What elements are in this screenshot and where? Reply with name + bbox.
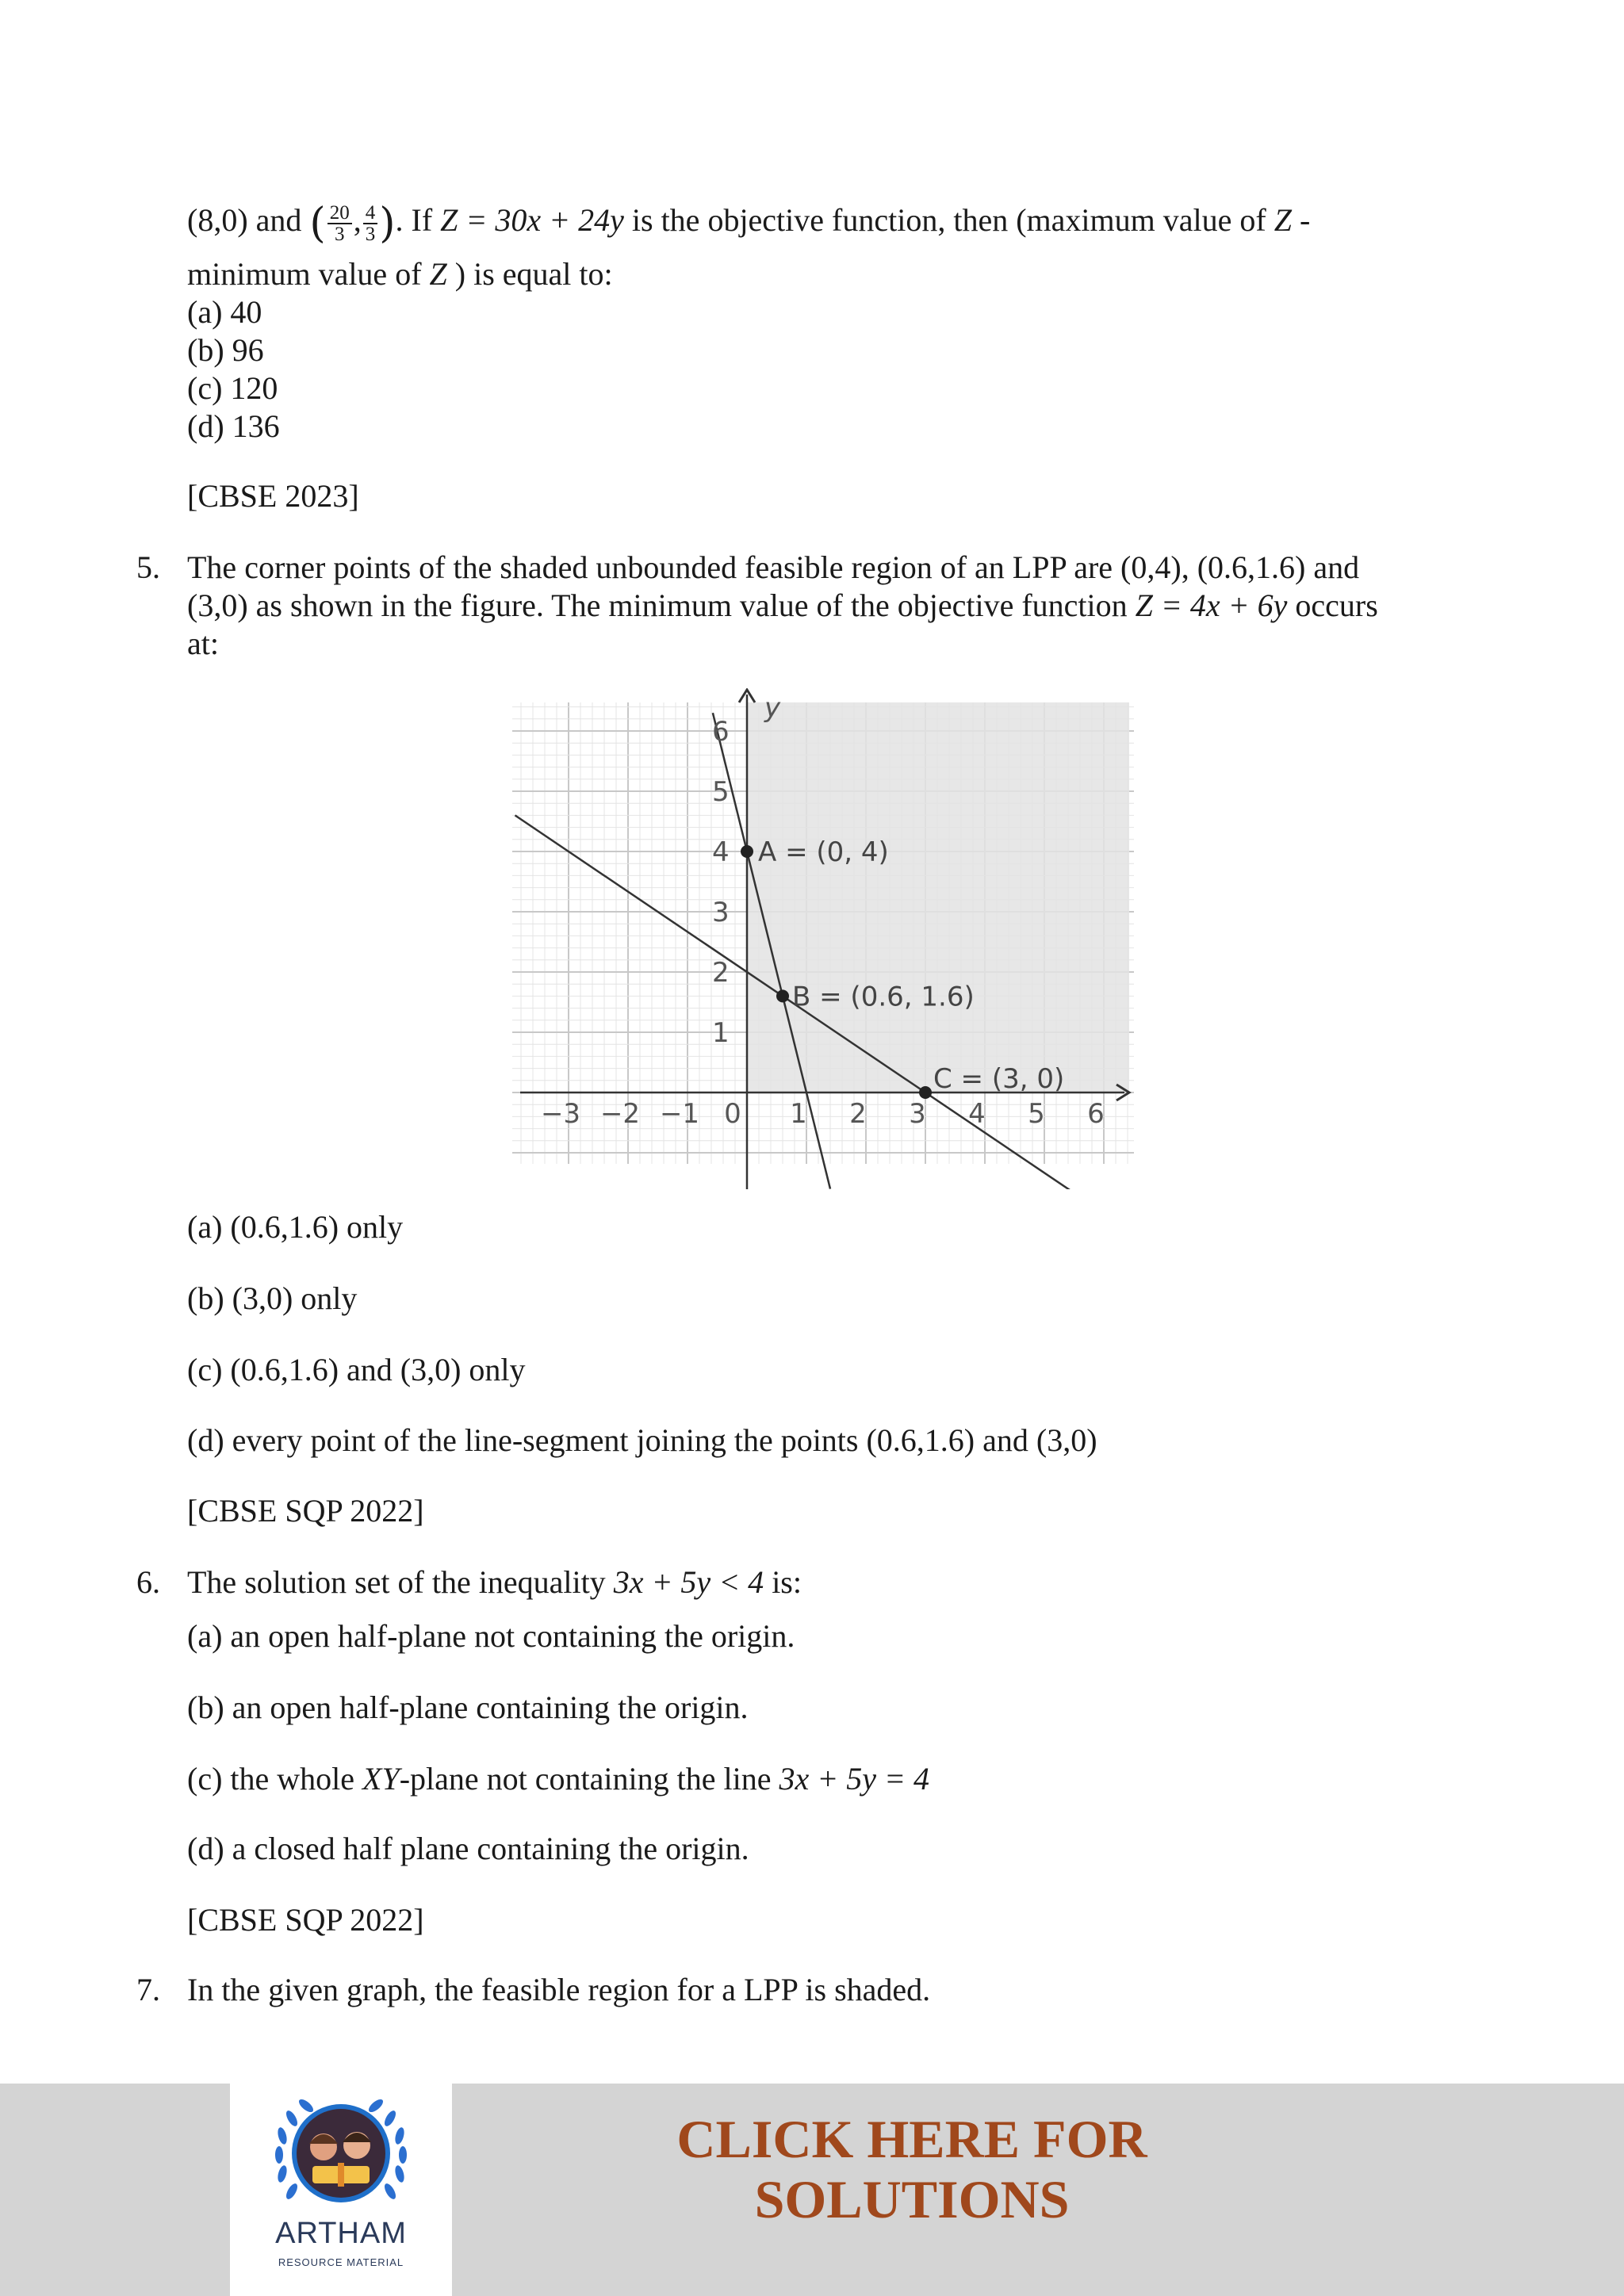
y-tick-label: 1 xyxy=(712,1017,730,1049)
q6-option-d: (d) a closed half plane containing the origin. xyxy=(187,1831,749,1866)
laurel-logo-icon xyxy=(230,2080,452,2223)
q4-text-d: - xyxy=(1299,202,1311,238)
q5-option-d: (d) every point of the line-segment joining the points (0.6,1.6) and (3,0) xyxy=(187,1422,1097,1458)
y-axis-label: y xyxy=(764,692,781,724)
q6-question xyxy=(187,1563,802,1601)
q5-line-1: The corner points of the shaded unbounded feasible region of an LPP are (0,4), (0.6,1.6) and xyxy=(187,549,1360,585)
objective-function: Z = 4x + 6y xyxy=(1135,587,1288,623)
inequality: 3x + 5y < 4 xyxy=(613,1564,764,1600)
q4-option-d: (d) 136 xyxy=(187,408,280,444)
q4-text-b: . If xyxy=(395,202,433,238)
x-tick-label: −3 xyxy=(540,1098,581,1130)
x-tick-label: 3 xyxy=(909,1098,926,1130)
q6-text-a: The solution set of the inequality xyxy=(187,1564,606,1600)
fraction-4-3: $\frac{4}{3}$ xyxy=(363,203,378,244)
artham-logo xyxy=(230,2080,452,2296)
x-tick-label: −2 xyxy=(599,1098,641,1130)
q4-text-f: ) is equal to: xyxy=(454,256,613,292)
q4-source: [CBSE 2023] xyxy=(187,478,359,514)
corner-point-label: A = (0, 4) xyxy=(758,836,889,868)
q4-option-b: (b) 96 xyxy=(187,332,264,368)
x-tick-label: −1 xyxy=(659,1098,700,1130)
q5-source: [CBSE SQP 2022] xyxy=(187,1493,424,1529)
corner-point-label: B = (0.6, 1.6) xyxy=(792,981,975,1013)
logo-name: ARTHAM xyxy=(275,2217,407,2250)
q4-text-c: is the objective function, then (maximum value of xyxy=(631,202,1266,238)
q6-number: 6. xyxy=(136,1564,160,1600)
y-tick-label: 2 xyxy=(712,957,730,989)
x-tick-label: 4 xyxy=(968,1098,986,1130)
xy-plane: XY xyxy=(362,1761,400,1797)
x-tick-label: 6 xyxy=(1087,1098,1105,1130)
close-paren: ) xyxy=(379,199,396,247)
x-tick-label: 1 xyxy=(790,1098,807,1130)
q6-option-b: (b) an open half-plane containing the origin. xyxy=(187,1689,749,1725)
click-here-for-solutions-link[interactable] xyxy=(571,2109,1253,2229)
corner-point-dot xyxy=(919,1086,932,1099)
x-tick-label: 2 xyxy=(849,1098,867,1130)
objective-function: Z = 30x + 24y xyxy=(440,202,624,238)
open-paren: ( xyxy=(309,199,326,247)
q6-source: [CBSE SQP 2022] xyxy=(187,1902,424,1938)
q6-option-a: (a) an open half-plane not containing the origin. xyxy=(187,1618,795,1654)
var-z: Z xyxy=(429,256,447,292)
q4-line-2 xyxy=(187,255,613,293)
q6-option-c xyxy=(187,1760,929,1798)
corner-point-dot xyxy=(741,845,753,858)
feasible-region-graph xyxy=(512,688,1140,1189)
q5-option-a: (a) (0.6,1.6) only xyxy=(187,1209,404,1245)
var-z: Z xyxy=(1274,202,1292,238)
q5-line-2 xyxy=(187,587,1378,625)
y-tick-label: 5 xyxy=(712,776,730,808)
y-tick-label: 3 xyxy=(712,897,730,928)
q4-line-1: (8,0) and ( $\frac{20}{3}$ , $\frac{4}{3}$ ). If Z = 30x + 24y is the objective function, then (maximum value of Z - xyxy=(187,199,1311,247)
cta-line-1: CLICK HERE FOR xyxy=(676,2109,1147,2169)
cta-line-2: SOLUTIONS xyxy=(754,2169,1070,2229)
x-tick-label: 5 xyxy=(1028,1098,1045,1130)
q5-text-a: (3,0) as shown in the figure. The minimum value of the objective function xyxy=(187,587,1128,623)
feasible-region-shading xyxy=(747,702,1129,1093)
logo-subtitle: RESOURCE MATERIAL xyxy=(278,2256,404,2268)
q7-question: In the given graph, the feasible region for a LPP is shaded. xyxy=(187,1972,931,2007)
q5-number: 5. xyxy=(136,549,160,585)
q5-option-b: (b) (3,0) only xyxy=(187,1280,358,1316)
q6c-text-a: (c) the whole xyxy=(187,1761,355,1797)
fraction-20-3: $\frac{20}{3}$ xyxy=(327,203,352,244)
x-tick-label: 0 xyxy=(724,1098,741,1130)
q4-text-e: minimum value of xyxy=(187,256,422,292)
y-tick-label: 4 xyxy=(712,836,730,868)
q6c-text-b: -plane not containing the line xyxy=(399,1761,772,1797)
q5-option-c: (c) (0.6,1.6) and (3,0) only xyxy=(187,1352,526,1387)
q5-line-3: at: xyxy=(187,626,219,661)
q6-text-b: is: xyxy=(772,1564,802,1600)
corner-point-dot xyxy=(776,989,789,1002)
q4-text-a: (8,0) and xyxy=(187,202,302,238)
line-equation: 3x + 5y = 4 xyxy=(779,1761,929,1797)
corner-point-label: C = (3, 0) xyxy=(933,1063,1065,1095)
y-tick-label: 6 xyxy=(712,716,730,748)
q7-number: 7. xyxy=(136,1972,160,2007)
q4-option-a: (a) 40 xyxy=(187,294,262,330)
q5-text-b: occurs xyxy=(1295,587,1378,623)
q4-option-c: (c) 120 xyxy=(187,370,278,406)
